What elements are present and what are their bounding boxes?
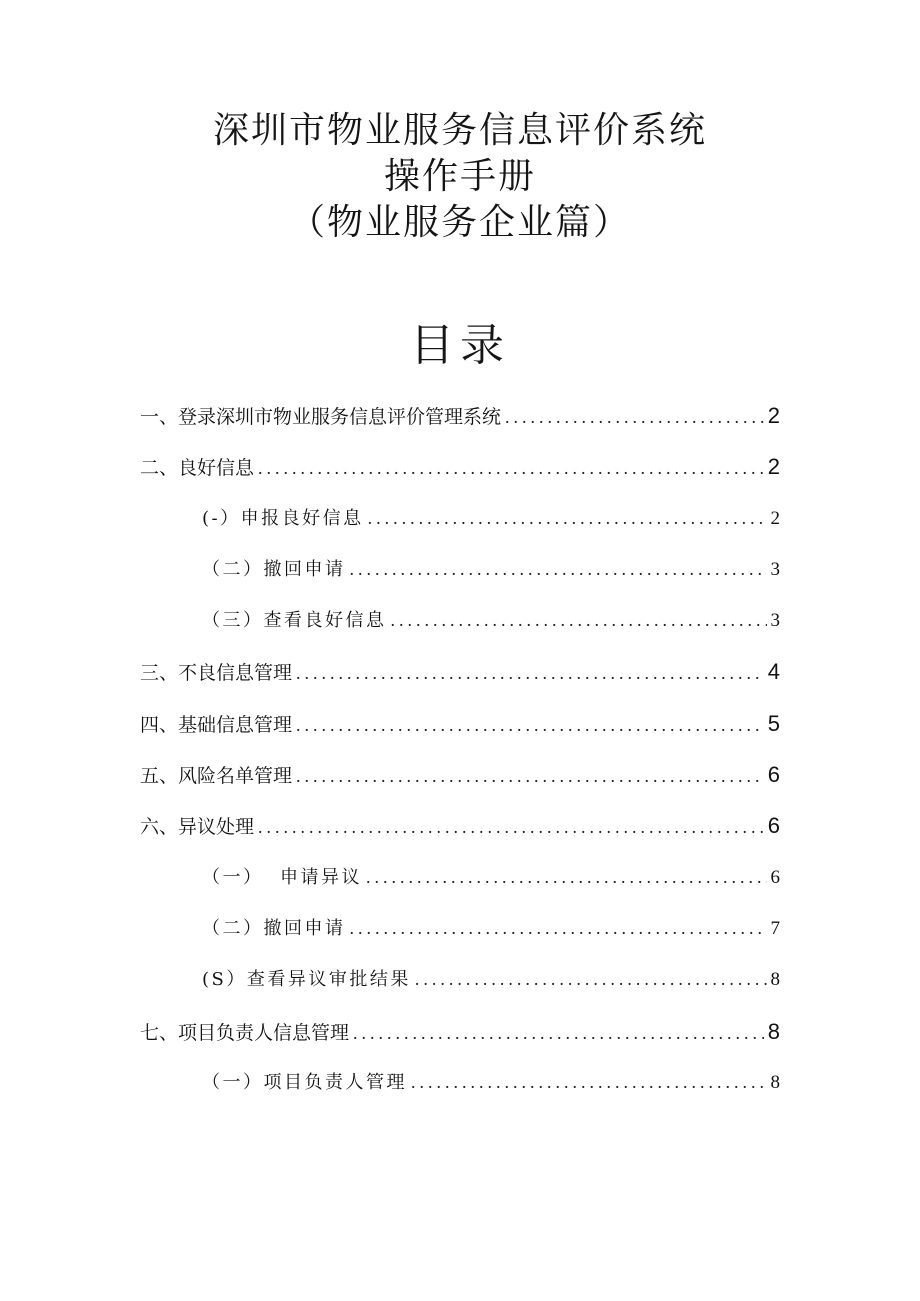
toc-subentry[interactable] — [140, 852, 780, 903]
toc-entry-title: （一）项目负责人管理 — [202, 1071, 407, 1093]
toc-subentry[interactable] — [140, 954, 780, 1005]
title-line-system-name: 深圳市物业服务信息评价系统 — [212, 110, 707, 151]
toc-dot-leader — [368, 493, 767, 544]
toc-dot-leader — [353, 1008, 764, 1059]
toc-entry-title: 一、登录深圳市物业服务信息评价管理系统 — [140, 406, 502, 428]
title-line-manual: 操作手册 — [383, 156, 536, 197]
toc-page-number: 2 — [767, 403, 780, 428]
toc-dot-leader — [350, 544, 767, 595]
toc-dot-leader — [366, 852, 767, 903]
toc-page-number: 2 — [767, 454, 780, 480]
toc-dot-leader — [411, 1057, 767, 1108]
toc-dot-leader — [391, 595, 767, 646]
toc-dot-leader — [258, 802, 764, 853]
toc-heading: 目录 — [410, 320, 510, 371]
toc-entry-title: 四、基础信息管理 — [140, 713, 293, 736]
toc-dot-leader — [415, 954, 767, 1005]
toc-page-number: 8 — [767, 1018, 780, 1044]
toc-dot-leader — [296, 648, 764, 699]
toc-page-number: 6 — [770, 866, 780, 888]
toc-entry-title: (-）申报良好信息 — [202, 507, 364, 529]
toc-subentry[interactable] — [140, 1057, 780, 1108]
toc-entry-title: 三、不良信息管理 — [140, 662, 293, 685]
toc-dot-leader — [505, 392, 764, 443]
toc-page-number: 6 — [767, 813, 780, 839]
toc-dot-leader — [350, 903, 767, 954]
toc-entry[interactable] — [140, 441, 780, 492]
toc-entry[interactable] — [140, 646, 780, 697]
toc-subentry[interactable] — [140, 493, 780, 544]
table-of-contents — [140, 390, 780, 1108]
toc-entry-title: （三）查看良好信息 — [202, 610, 387, 632]
toc-page-number: 6 — [767, 762, 780, 788]
toc-page-number: 3 — [770, 610, 780, 632]
toc-page-number: 5 — [767, 710, 780, 736]
toc-entry-title: （二）撤回申请 — [202, 917, 346, 939]
toc-page-number: 2 — [770, 507, 780, 529]
document-title — [0, 108, 920, 246]
toc-page-number: 3 — [770, 558, 780, 580]
toc-entry[interactable] — [140, 749, 780, 800]
toc-entry-title: （一） 申请异议 — [202, 866, 362, 888]
toc-page-number: 4 — [767, 659, 780, 685]
toc-entry[interactable] — [140, 698, 780, 749]
toc-subentry[interactable] — [140, 903, 780, 954]
toc-entry-title: 六、异议处理 — [140, 816, 255, 839]
toc-entry[interactable] — [140, 390, 780, 441]
toc-entry-title: 七、项目负责人信息管理 — [140, 1021, 350, 1044]
title-line-edition: （物业服务企业篇） — [288, 202, 631, 243]
toc-page-number: 7 — [770, 917, 780, 939]
toc-dot-leader — [296, 751, 764, 802]
toc-entry-title: （二）撤回申请 — [202, 558, 346, 580]
toc-entry-title: (S）查看异议审批结果 — [202, 969, 411, 991]
toc-subentry[interactable] — [140, 544, 780, 595]
toc-page-number: 8 — [770, 1071, 780, 1093]
toc-page-number: 8 — [770, 969, 780, 991]
toc-entry[interactable] — [140, 1006, 780, 1057]
toc-entry-title: 五、风险名单管理 — [140, 765, 293, 788]
toc-entry[interactable] — [140, 800, 780, 851]
toc-dot-leader — [296, 700, 764, 751]
toc-subentry[interactable] — [140, 595, 780, 646]
toc-dot-leader — [258, 443, 764, 494]
toc-entry-title: 二、良好信息 — [140, 457, 255, 480]
